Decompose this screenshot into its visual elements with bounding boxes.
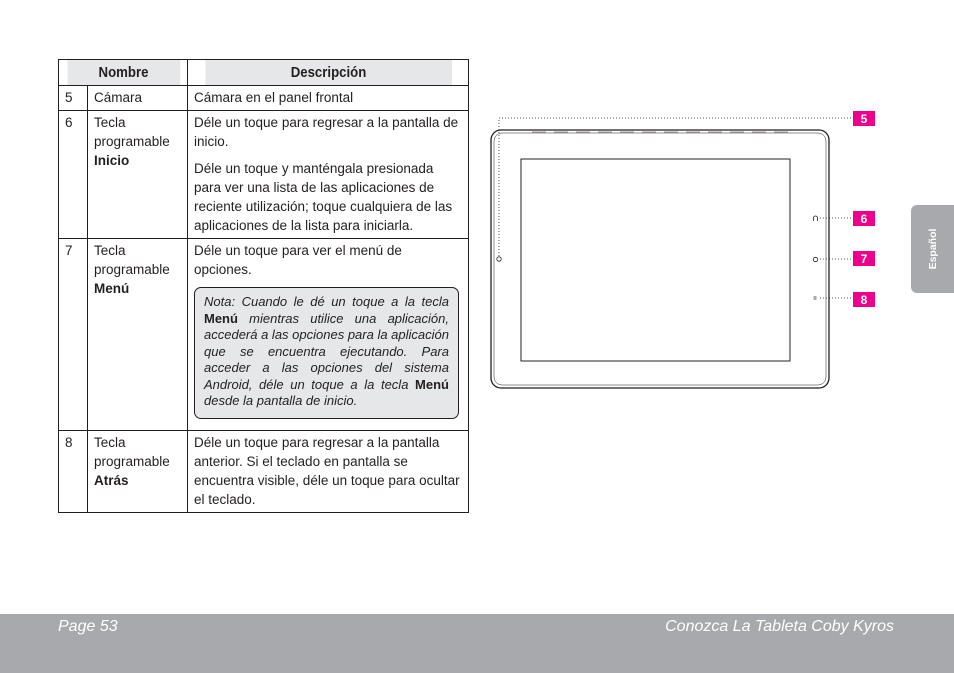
row-number: 7 xyxy=(59,239,88,431)
row-description: Cámara en el panel frontal xyxy=(188,86,469,111)
note-box: Nota: Cuando le dé un toque a la tecla Menú mientras utilice una aplicación, accederá a las opciones para la aplicación que se encuentra ejecutando. Para acceder a las opciones del sistema Android, déle un toque a la tecla Menú desde la pantalla de inicio. xyxy=(194,287,459,419)
row-number: 5 xyxy=(59,86,88,111)
footer-title: Conozca La Tableta Coby Kyros xyxy=(665,618,894,635)
key-name-inicio: Inicio xyxy=(94,153,130,168)
language-tab-label: Español xyxy=(926,228,939,270)
row-number: 6 xyxy=(59,111,88,239)
row-name: Tecla programable Menú xyxy=(88,239,188,431)
row-description: Déle un toque para regresar a la pantalla de inicio. Déle un toque y manténgala presionada para ver una lista de las aplicaciones de reciente utilización; toque cualquiera de las aplicaciones de la lista para iniciarla. xyxy=(188,111,469,239)
row-name: Cámara xyxy=(88,86,188,111)
table-row xyxy=(59,86,469,111)
page-footer xyxy=(0,614,954,673)
svg-text:8: 8 xyxy=(860,293,868,307)
header-name: Nombre xyxy=(66,60,180,86)
spec-table xyxy=(58,59,469,513)
key-name-atras: Atrás xyxy=(94,472,129,488)
row-number: 8 xyxy=(59,430,88,512)
callout-5 xyxy=(853,111,875,126)
header-description: Descripción xyxy=(204,60,451,86)
table-header-row xyxy=(59,60,469,86)
svg-text:7: 7 xyxy=(860,252,868,266)
row-description: Déle un toque para ver el menú de opciones. Nota: Cuando le dé un toque a la tecla Menú mientras utilice una aplicación, accederá a las opciones para la aplicación que se encuentra ejecutando. Para acceder a las opciones del sistema Android, déle un toque a la tecla Menú desde la pantalla de inicio. xyxy=(188,239,469,431)
svg-text:6: 6 xyxy=(860,212,868,226)
row-description: Déle un toque para regresar a la pantalla anterior. Si el teclado en pantalla se encuentra visible, déle un toque para ocultar el teclado. xyxy=(188,430,469,512)
svg-text:5: 5 xyxy=(860,112,868,126)
row-name: Tecla programable Inicio xyxy=(88,111,188,239)
table-row xyxy=(59,430,469,512)
table-row xyxy=(59,239,469,431)
language-tab xyxy=(911,205,954,293)
tablet-diagram xyxy=(488,108,888,408)
key-name-menu: Menú xyxy=(94,281,130,296)
callout-7 xyxy=(853,251,875,266)
page-number: Page 53 xyxy=(58,618,118,635)
table-row xyxy=(59,111,469,239)
tablet-screen xyxy=(521,159,790,361)
callout-8 xyxy=(853,292,875,307)
row-name: Tecla programable Atrás xyxy=(88,430,188,512)
callout-6 xyxy=(853,211,875,226)
